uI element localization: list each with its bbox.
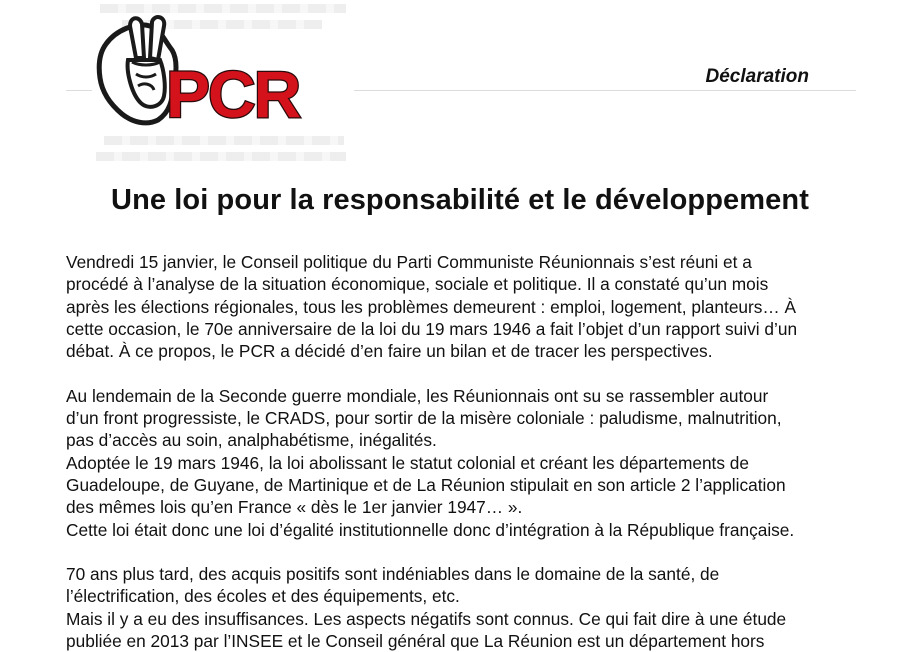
body-line: l’électrification, des écoles et des équipements, etc. [66,586,460,607]
body-line: après les élections régionales, tous les problèmes demeurent : emploi, logement, planteurs… À [66,296,797,317]
paragraph [66,385,866,541]
article-title: Une loi pour la responsabilité et le développement [111,184,809,216]
body-line: cette occasion, le 70e anniversaire de la loi du 19 mars 1946 a fait l’objet d’un rapport suivi d’un [66,318,798,339]
body-line: 70 ans plus tard, des acquis positifs sont indéniables dans le domaine de la santé, de [66,564,720,585]
body-line: pas d’accès au soin, analphabétisme, inégalités. [66,430,437,451]
victory-hand-over-reunion-island-icon [92,0,354,172]
body-line: publiée en 2013 par l’INSEE et le Conseil général que La Réunion est un département hors [66,631,765,652]
section-label: Déclaration [705,66,809,87]
body-line: d’un front progressiste, le CRADS, pour sortir de la misère coloniale : paludisme, malnutrition, [66,408,782,429]
article-body [66,251,866,652]
paragraph [66,563,866,652]
body-line: Adoptée le 19 mars 1946, la loi abolissant le statut colonial et créant les départements de [66,452,750,473]
logo-wordmark: PCR [166,57,300,131]
body-line: procédé à l’analyse de la situation économique, sociale et politique. Il a constaté qu’un mois [66,274,769,295]
pcr-logo [92,0,354,172]
body-line: Mais il y a eu des insuffisances. Les aspects négatifs sont connus. Ce qui fait dire à une étude [66,608,787,629]
body-line: Guadeloupe, de Guyane, de Martinique et de La Réunion stipulait en son article 2 l’application [66,474,786,495]
body-line: des mêmes lois qu’en France « dès le 1er janvier 1947… ». [66,497,523,518]
body-line: Vendredi 15 janvier, le Conseil politique du Parti Communiste Réunionnais s’est réuni et a [66,252,752,272]
paragraph-gap [66,541,866,563]
body-line: débat. À ce propos, le PCR a décidé d’en faire un bilan et de tracer les perspectives. [66,341,713,362]
body-line: Cette loi était donc une loi d’égalité institutionnelle donc d’intégration à la République française. [66,519,795,540]
body-line: Au lendemain de la Seconde guerre mondiale, les Réunionnais ont su se rassembler autour [66,385,769,406]
paragraph-gap [66,362,866,384]
paragraph [66,251,866,362]
